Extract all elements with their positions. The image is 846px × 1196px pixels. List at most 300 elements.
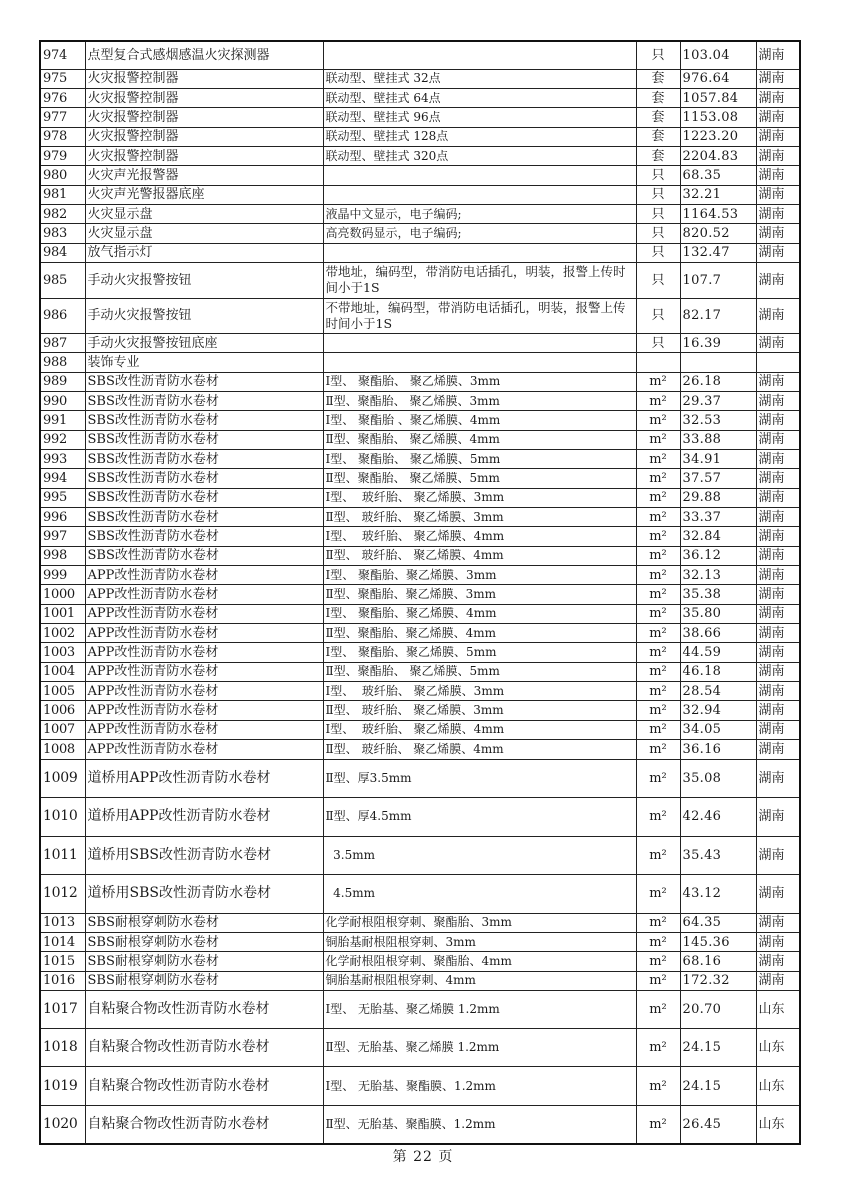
- table-row: [40, 333, 800, 352]
- item-spec-cell: [323, 662, 636, 681]
- item-price-cell: [680, 127, 756, 146]
- item-name-cell: [85, 372, 323, 391]
- item-name-text: 火灾显示盘: [87, 225, 153, 241]
- item-name-cell: [85, 243, 323, 262]
- item-name-text: 自粘聚合物改性沥青防水卷材: [87, 1039, 270, 1056]
- item-spec-cell: [323, 836, 636, 875]
- item-price-text: 34.91: [682, 451, 722, 467]
- item-price-text: 132.47: [682, 245, 730, 261]
- item-name-text: 火灾报警控制器: [87, 71, 179, 87]
- item-spec-cell: [323, 971, 636, 990]
- item-spec-text: I型、 玻纤胎、 聚乙烯膜、4mm: [325, 722, 505, 737]
- item-number-text: 989: [43, 374, 67, 390]
- item-name-text: SBS改性沥青防水卷材: [87, 548, 219, 564]
- item-region-cell: [756, 546, 800, 565]
- item-name-cell: [85, 740, 323, 759]
- item-number-cell: [40, 1029, 85, 1067]
- item-spec-text: Ⅱ型、 玻纤胎、 聚乙烯膜、3mm: [325, 703, 504, 718]
- item-price-cell: [680, 643, 756, 662]
- item-unit-cell: [636, 971, 680, 990]
- item-price-text: 145.36: [682, 934, 730, 950]
- item-region-cell: [756, 1029, 800, 1067]
- item-region-cell: [756, 262, 800, 298]
- table-row: [40, 875, 800, 914]
- item-unit-cell: [636, 41, 680, 69]
- item-spec-cell: [323, 913, 636, 932]
- item-unit-cell: [636, 527, 680, 546]
- item-region-cell: [756, 166, 800, 185]
- item-unit-text: m²: [649, 741, 667, 757]
- item-price-cell: [680, 990, 756, 1028]
- item-name-text: APP改性沥青防水卷材: [87, 645, 219, 661]
- item-unit-text: m²: [649, 432, 667, 448]
- item-unit-cell: [636, 740, 680, 759]
- item-region-text: 湖南: [758, 915, 785, 931]
- item-region-text: 湖南: [758, 272, 785, 288]
- item-number-text: 1018: [43, 1039, 78, 1056]
- item-price-cell: [680, 604, 756, 623]
- item-number-cell: [40, 682, 85, 701]
- item-spec-cell: [323, 108, 636, 127]
- item-price-text: 1164.53: [682, 206, 739, 222]
- table-row: [40, 836, 800, 875]
- item-name-cell: [85, 146, 323, 165]
- item-price-text: 1153.08: [682, 109, 739, 125]
- item-region-cell: [756, 527, 800, 546]
- item-number-text: 987: [43, 335, 67, 351]
- item-unit-cell: [636, 146, 680, 165]
- item-region-cell: [756, 875, 800, 914]
- item-region-cell: [756, 643, 800, 662]
- item-number-cell: [40, 1067, 85, 1105]
- item-name-text: SBS耐根穿刺防水卷材: [87, 953, 219, 969]
- item-unit-cell: [636, 798, 680, 837]
- item-number-text: 1004: [43, 664, 75, 680]
- item-name-cell: [85, 990, 323, 1028]
- item-unit-cell: [636, 262, 680, 298]
- item-spec-cell: [323, 391, 636, 410]
- item-unit-text: 套: [651, 148, 665, 164]
- item-name-cell: [85, 585, 323, 604]
- table-row: [40, 990, 800, 1028]
- item-name-cell: [85, 88, 323, 107]
- item-spec-text: 铜胎基耐根阻根穿刺、3mm: [325, 934, 476, 949]
- item-number-cell: [40, 875, 85, 914]
- table-row: [40, 585, 800, 604]
- table-row: [40, 41, 800, 69]
- item-spec-text: I型、 玻纤胎、 聚乙烯膜、3mm: [325, 490, 505, 505]
- item-spec-cell: [323, 262, 636, 298]
- item-name-cell: [85, 662, 323, 681]
- item-price-text: 68.35: [682, 167, 722, 183]
- item-spec-text: Ⅱ型、厚4.5mm: [325, 809, 412, 824]
- item-name-text: APP改性沥青防水卷材: [87, 567, 219, 583]
- item-region-text: 湖南: [758, 471, 785, 487]
- item-region-text: 湖南: [758, 809, 785, 825]
- item-number-text: 979: [43, 148, 67, 164]
- item-price-text: 44.59: [682, 645, 722, 661]
- item-number-cell: [40, 932, 85, 951]
- item-region-text: 湖南: [758, 847, 785, 863]
- item-region-cell: [756, 932, 800, 951]
- item-number-text: 978: [43, 129, 67, 145]
- item-unit-cell: [636, 224, 680, 243]
- item-region-cell: [756, 913, 800, 932]
- item-number-cell: [40, 185, 85, 204]
- item-region-cell: [756, 488, 800, 507]
- item-unit-cell: [636, 682, 680, 701]
- item-spec-cell: [323, 204, 636, 223]
- table-row: [40, 469, 800, 488]
- item-spec-cell: [323, 720, 636, 739]
- item-spec-text: 高亮数码显示，电子编码;: [325, 225, 462, 240]
- table-row: [40, 701, 800, 720]
- item-name-cell: [85, 69, 323, 88]
- item-unit-text: m²: [649, 1040, 667, 1056]
- table-row: [40, 971, 800, 990]
- item-name-text: 道桥用APP改性沥青防水卷材: [87, 769, 271, 786]
- item-spec-cell: [323, 488, 636, 507]
- item-number-cell: [40, 469, 85, 488]
- item-number-text: 988: [43, 354, 67, 370]
- item-number-cell: [40, 720, 85, 739]
- item-region-text: 湖南: [758, 129, 785, 145]
- item-unit-text: 只: [651, 225, 665, 241]
- item-unit-text: m²: [649, 664, 667, 680]
- item-price-cell: [680, 108, 756, 127]
- item-name-cell: [85, 450, 323, 469]
- item-unit-text: m²: [649, 847, 667, 863]
- item-unit-text: 只: [651, 272, 665, 288]
- item-spec-text: 联动型、壁挂式 32点: [325, 71, 441, 86]
- item-name-text: 火灾显示盘: [87, 206, 153, 222]
- item-number-text: 1005: [43, 683, 75, 699]
- item-unit-cell: [636, 298, 680, 333]
- item-price-text: 34.05: [682, 722, 722, 738]
- item-unit-text: m²: [649, 625, 667, 641]
- item-name-text: 手动火灾报警按钮: [87, 272, 192, 288]
- item-price-cell: [680, 798, 756, 837]
- item-name-text: 手动火灾报警按钮底座: [87, 335, 218, 351]
- item-price-text: 36.16: [682, 741, 722, 757]
- item-unit-text: m²: [649, 915, 667, 931]
- item-spec-text: 液晶中文显示，电子编码;: [325, 206, 462, 221]
- item-unit-cell: [636, 1105, 680, 1143]
- item-number-cell: [40, 701, 85, 720]
- item-price-text: 32.94: [682, 703, 722, 719]
- item-spec-cell: [323, 185, 636, 204]
- item-unit-cell: [636, 430, 680, 449]
- item-spec-text: I型、 无胎基、聚酯膜、1.2mm: [325, 1078, 496, 1093]
- item-unit-cell: [636, 204, 680, 223]
- item-number-cell: [40, 952, 85, 971]
- item-name-cell: [85, 971, 323, 990]
- table-row: [40, 127, 800, 146]
- item-price-cell: [680, 932, 756, 951]
- item-price-cell: [680, 88, 756, 107]
- item-name-text: APP改性沥青防水卷材: [87, 625, 219, 641]
- item-name-text: 火灾报警控制器: [87, 109, 179, 125]
- item-number-cell: [40, 88, 85, 107]
- table-row: [40, 298, 800, 333]
- item-region-cell: [756, 353, 800, 372]
- item-price-text: 1057.84: [682, 90, 739, 106]
- item-name-text: SBS改性沥青防水卷材: [87, 490, 219, 506]
- item-price-cell: [680, 411, 756, 430]
- item-unit-text: m²: [649, 683, 667, 699]
- item-name-cell: [85, 546, 323, 565]
- item-price-text: 42.46: [682, 809, 722, 825]
- item-price-text: 32.53: [682, 412, 722, 428]
- item-unit-text: m²: [649, 374, 667, 390]
- item-region-cell: [756, 469, 800, 488]
- item-price-cell: [680, 720, 756, 739]
- item-unit-cell: [636, 469, 680, 488]
- item-unit-cell: [636, 1067, 680, 1105]
- item-spec-text: Ⅱ型、 玻纤胎、 聚乙烯膜、4mm: [325, 548, 504, 563]
- item-price-text: 26.18: [682, 374, 722, 390]
- item-unit-text: m²: [649, 1078, 667, 1094]
- item-spec-text: Ⅱ型、 玻纤胎、 聚乙烯膜、3mm: [325, 509, 504, 524]
- item-number-cell: [40, 546, 85, 565]
- item-region-text: 湖南: [758, 148, 785, 164]
- item-name-text: 自粘聚合物改性沥青防水卷材: [87, 1077, 270, 1094]
- item-region-cell: [756, 990, 800, 1028]
- table-row: [40, 204, 800, 223]
- item-spec-text: 联动型、壁挂式 320点: [325, 148, 449, 163]
- item-price-cell: [680, 585, 756, 604]
- item-price-cell: [680, 952, 756, 971]
- item-region-text: 湖南: [758, 206, 785, 222]
- item-name-text: 手动火灾报警按钮: [87, 308, 192, 324]
- item-name-text: 火灾报警控制器: [87, 148, 179, 164]
- item-unit-text: m²: [649, 886, 667, 902]
- item-price-cell: [680, 41, 756, 69]
- item-name-text: SBS改性沥青防水卷材: [87, 451, 219, 467]
- table-row: [40, 527, 800, 546]
- item-name-cell: [85, 411, 323, 430]
- item-name-cell: [85, 952, 323, 971]
- item-price-cell: [680, 450, 756, 469]
- item-price-cell: [680, 662, 756, 681]
- item-number-cell: [40, 1105, 85, 1143]
- item-number-cell: [40, 662, 85, 681]
- item-price-cell: [680, 69, 756, 88]
- item-number-cell: [40, 836, 85, 875]
- item-unit-text: m²: [649, 722, 667, 738]
- item-price-cell: [680, 146, 756, 165]
- item-region-cell: [756, 662, 800, 681]
- table-row: [40, 720, 800, 739]
- item-number-cell: [40, 69, 85, 88]
- item-unit-cell: [636, 411, 680, 430]
- item-spec-cell: [323, 41, 636, 69]
- item-name-cell: [85, 262, 323, 298]
- table-row: [40, 69, 800, 88]
- item-unit-cell: [636, 624, 680, 643]
- item-name-cell: [85, 1029, 323, 1067]
- item-name-cell: [85, 224, 323, 243]
- item-unit-text: m²: [649, 770, 667, 786]
- item-number-text: 995: [43, 490, 67, 506]
- item-region-cell: [756, 720, 800, 739]
- item-number-cell: [40, 146, 85, 165]
- item-region-cell: [756, 430, 800, 449]
- item-price-text: 35.80: [682, 606, 722, 622]
- item-name-cell: [85, 875, 323, 914]
- item-price-cell: [680, 1029, 756, 1067]
- item-spec-cell: [323, 932, 636, 951]
- item-name-text: SBS改性沥青防水卷材: [87, 471, 219, 487]
- item-spec-text: I型、 聚酯胎、聚乙烯膜、4mm: [325, 606, 497, 621]
- item-unit-cell: [636, 932, 680, 951]
- item-name-text: 道桥用SBS改性沥青防水卷材: [87, 885, 271, 902]
- item-number-text: 983: [43, 225, 67, 241]
- item-name-text: SBS耐根穿刺防水卷材: [87, 934, 219, 950]
- item-unit-text: m²: [649, 567, 667, 583]
- item-name-text: SBS改性沥青防水卷材: [87, 374, 219, 390]
- item-price-text: 107.7: [682, 272, 722, 288]
- item-region-text: 湖南: [758, 973, 785, 989]
- item-region-cell: [756, 108, 800, 127]
- item-name-cell: [85, 353, 323, 372]
- item-region-text: 湖南: [758, 335, 785, 351]
- item-number-cell: [40, 430, 85, 449]
- item-price-text: 172.32: [682, 973, 730, 989]
- item-name-cell: [85, 185, 323, 204]
- item-region-text: 湖南: [758, 953, 785, 969]
- item-price-cell: [680, 875, 756, 914]
- item-number-text: 981: [43, 187, 67, 203]
- item-unit-cell: [636, 566, 680, 585]
- item-price-cell: [680, 1067, 756, 1105]
- table-row: [40, 662, 800, 681]
- item-unit-cell: [636, 372, 680, 391]
- item-name-text: 火灾报警控制器: [87, 129, 179, 145]
- item-spec-text: 化学耐根阻根穿刺、聚酯胎、3mm: [325, 915, 512, 930]
- item-number-cell: [40, 488, 85, 507]
- item-number-text: 1008: [43, 741, 75, 757]
- item-number-text: 1006: [43, 703, 75, 719]
- item-spec-cell: [323, 430, 636, 449]
- item-region-text: 湖南: [758, 225, 785, 241]
- item-name-text: 自粘聚合物改性沥青防水卷材: [87, 1001, 270, 1018]
- item-spec-cell: [323, 166, 636, 185]
- item-unit-cell: [636, 701, 680, 720]
- item-price-cell: [680, 430, 756, 449]
- table-row: [40, 262, 800, 298]
- item-name-cell: [85, 166, 323, 185]
- item-spec-cell: [323, 566, 636, 585]
- item-name-cell: [85, 1105, 323, 1143]
- item-name-text: 火灾报警控制器: [87, 90, 179, 106]
- item-price-cell: [680, 682, 756, 701]
- item-region-text: 湖南: [758, 47, 785, 63]
- item-number-text: 1002: [43, 625, 75, 641]
- item-price-text: 16.39: [682, 335, 722, 351]
- item-spec-text: 4.5mm: [325, 886, 375, 901]
- item-price-text: 33.37: [682, 509, 722, 525]
- item-number-text: 1020: [43, 1115, 78, 1132]
- item-number-cell: [40, 624, 85, 643]
- item-region-text: 湖南: [758, 548, 785, 564]
- item-unit-text: m²: [649, 471, 667, 487]
- item-name-cell: [85, 204, 323, 223]
- item-region-text: 湖南: [758, 664, 785, 680]
- item-region-cell: [756, 69, 800, 88]
- item-spec-cell: [323, 1067, 636, 1105]
- table-row: [40, 740, 800, 759]
- table-row: [40, 508, 800, 527]
- item-spec-text: Ⅱ型、无胎基、聚乙烯膜 1.2mm: [325, 1040, 500, 1055]
- item-price-cell: [680, 1105, 756, 1143]
- item-price-cell: [680, 624, 756, 643]
- item-spec-cell: [323, 952, 636, 971]
- item-price-text: 29.37: [682, 393, 722, 409]
- item-name-cell: [85, 508, 323, 527]
- item-number-cell: [40, 604, 85, 623]
- item-number-text: 997: [43, 529, 67, 545]
- item-price-cell: [680, 298, 756, 333]
- item-region-text: 湖南: [758, 187, 785, 203]
- item-number-text: 992: [43, 432, 67, 448]
- item-number-cell: [40, 971, 85, 990]
- item-region-cell: [756, 604, 800, 623]
- item-unit-cell: [636, 720, 680, 739]
- table-row: [40, 798, 800, 837]
- item-name-cell: [85, 108, 323, 127]
- table-row: [40, 146, 800, 165]
- item-price-text: 976.64: [682, 71, 730, 87]
- item-price-text: 1223.20: [682, 129, 739, 145]
- item-price-text: 46.18: [682, 664, 722, 680]
- item-price-cell: [680, 224, 756, 243]
- item-unit-cell: [636, 450, 680, 469]
- item-unit-text: m²: [649, 809, 667, 825]
- table-row: [40, 224, 800, 243]
- item-number-text: 984: [43, 245, 67, 261]
- item-region-text: 湖南: [758, 741, 785, 757]
- item-number-text: 1000: [43, 587, 75, 603]
- item-unit-text: m²: [649, 953, 667, 969]
- item-name-text: SBS耐根穿刺防水卷材: [87, 973, 219, 989]
- item-spec-text: Ⅱ型、聚酯胎、 聚乙烯膜、3mm: [325, 393, 500, 408]
- item-price-cell: [680, 488, 756, 507]
- item-price-cell: [680, 333, 756, 352]
- item-unit-cell: [636, 108, 680, 127]
- item-name-cell: [85, 604, 323, 623]
- item-number-text: 990: [43, 393, 67, 409]
- item-name-cell: [85, 624, 323, 643]
- item-unit-text: m²: [649, 490, 667, 506]
- item-spec-cell: [323, 224, 636, 243]
- item-spec-cell: [323, 740, 636, 759]
- item-number-cell: [40, 913, 85, 932]
- item-unit-cell: [636, 546, 680, 565]
- item-region-text: 湖南: [758, 393, 785, 409]
- item-unit-cell: [636, 508, 680, 527]
- item-price-cell: [680, 469, 756, 488]
- item-spec-cell: [323, 127, 636, 146]
- item-spec-cell: [323, 411, 636, 430]
- item-name-text: 装饰专业: [87, 354, 140, 370]
- item-price-text: 29.88: [682, 490, 722, 506]
- item-unit-text: m²: [649, 529, 667, 545]
- item-unit-text: m²: [649, 973, 667, 989]
- item-spec-text: 联动型、壁挂式 128点: [325, 129, 449, 144]
- page-number: 第 22 页: [392, 1149, 454, 1165]
- item-region-text: 湖南: [758, 451, 785, 467]
